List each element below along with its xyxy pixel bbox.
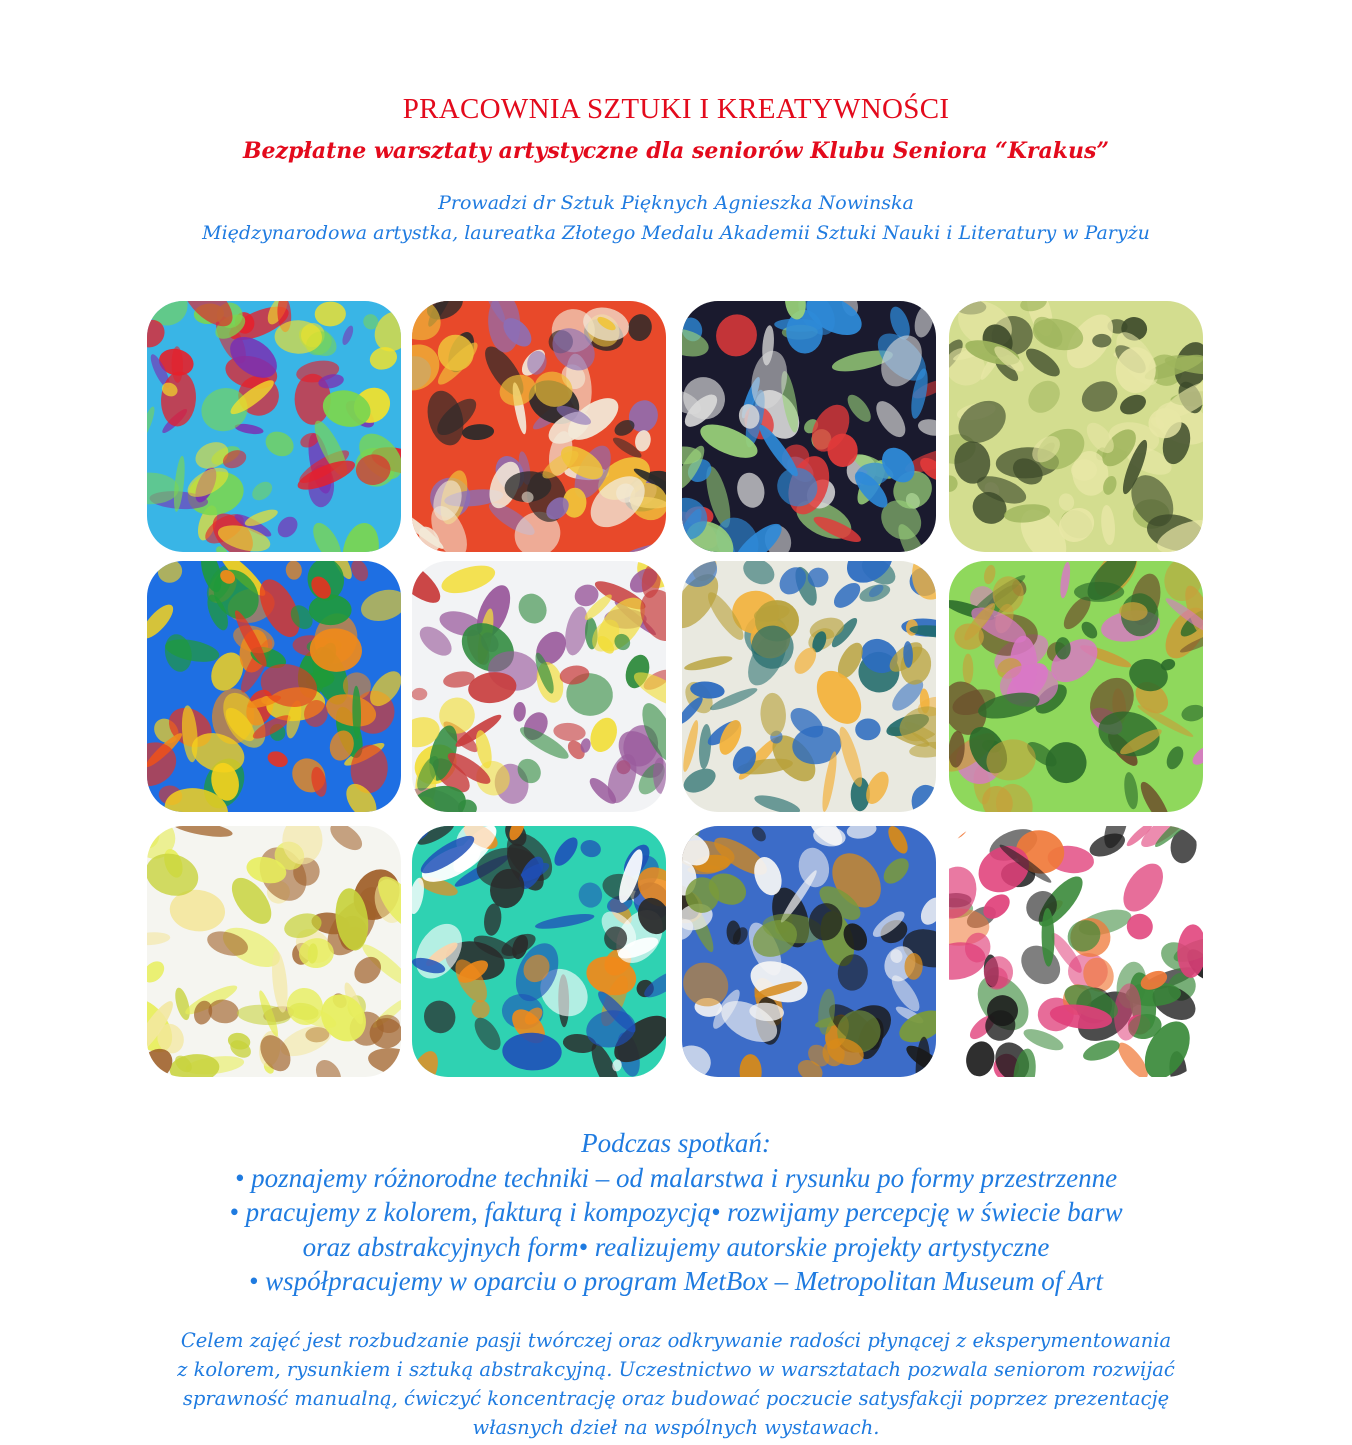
artwork-bird-and-blossoms <box>949 561 1203 812</box>
activities-section <box>0 1126 1352 1299</box>
artwork-marbled-circles <box>412 826 666 1077</box>
artwork-tissue-paper-flower-meadow <box>147 301 401 552</box>
goal-line: Celem zajęć jest rozbudzanie pasji twórczej oraz odkrywanie radości płynącej z eksperymentowania <box>180 1329 1172 1352</box>
artwork-tissue-paper-tree <box>147 826 401 1077</box>
artwork-city-skyline-collage <box>412 301 666 552</box>
goal-line: własnych dzieł na wspólnych wystawach. <box>472 1416 880 1439</box>
activity-line: • poznajemy różnorodne techniki – od malarstwa i rysunku po formy przestrzenne <box>234 1162 1118 1193</box>
activity-line: oraz abstrakcyjnych form• realizujemy autorskie projekty artystyczne <box>302 1231 1050 1262</box>
instructor-line: Prowadzi dr Sztuk Pięknych Agnieszka Nowinska <box>438 192 914 214</box>
artwork-collage-branches <box>682 826 936 1077</box>
artwork-portrait-study <box>682 561 936 812</box>
artwork-paper-sunflowers <box>147 561 401 812</box>
goal-line: z kolorem, rysunkiem i sztuką abstrakcyjną. Uczestnictwo w warsztatach pozwala seniorom rozwijać <box>177 1358 1175 1381</box>
goal-paragraph <box>0 1326 1352 1442</box>
artwork-paper-tulips <box>412 561 666 812</box>
activity-line: • współpracujemy w oparciu o program MetBox – Metropolitan Museum of Art <box>248 1266 1104 1296</box>
page-title: PRACOWNIA SZTUKI I KREATYWNOŚCI <box>402 93 950 125</box>
artwork-leaf-print-drawing <box>949 301 1203 552</box>
activities-heading: Podczas spotkań: <box>581 1128 771 1158</box>
artwork-paper-strip-sculpture <box>682 301 936 552</box>
goal-line: sprawność manualną, ćwiczyć koncentrację oraz budować poczucie satysfakcji poprzez prezentację <box>182 1387 1170 1410</box>
page-subtitle: Bezpłatne warsztaty artystyczne dla seniorów Klubu Seniora “Krakus” <box>242 138 1110 164</box>
activity-line: • pracujemy z kolorem, fakturą i kompozycją• rozwijamy percepcję w świecie barw <box>229 1197 1123 1227</box>
artwork-spring-forest-painting <box>949 826 1203 1077</box>
instructor-credentials-line: Międzynarodowa artystka, laureatka Złotego Medalu Akademii Sztuki Nauki i Literatury w Paryżu <box>202 222 1150 244</box>
